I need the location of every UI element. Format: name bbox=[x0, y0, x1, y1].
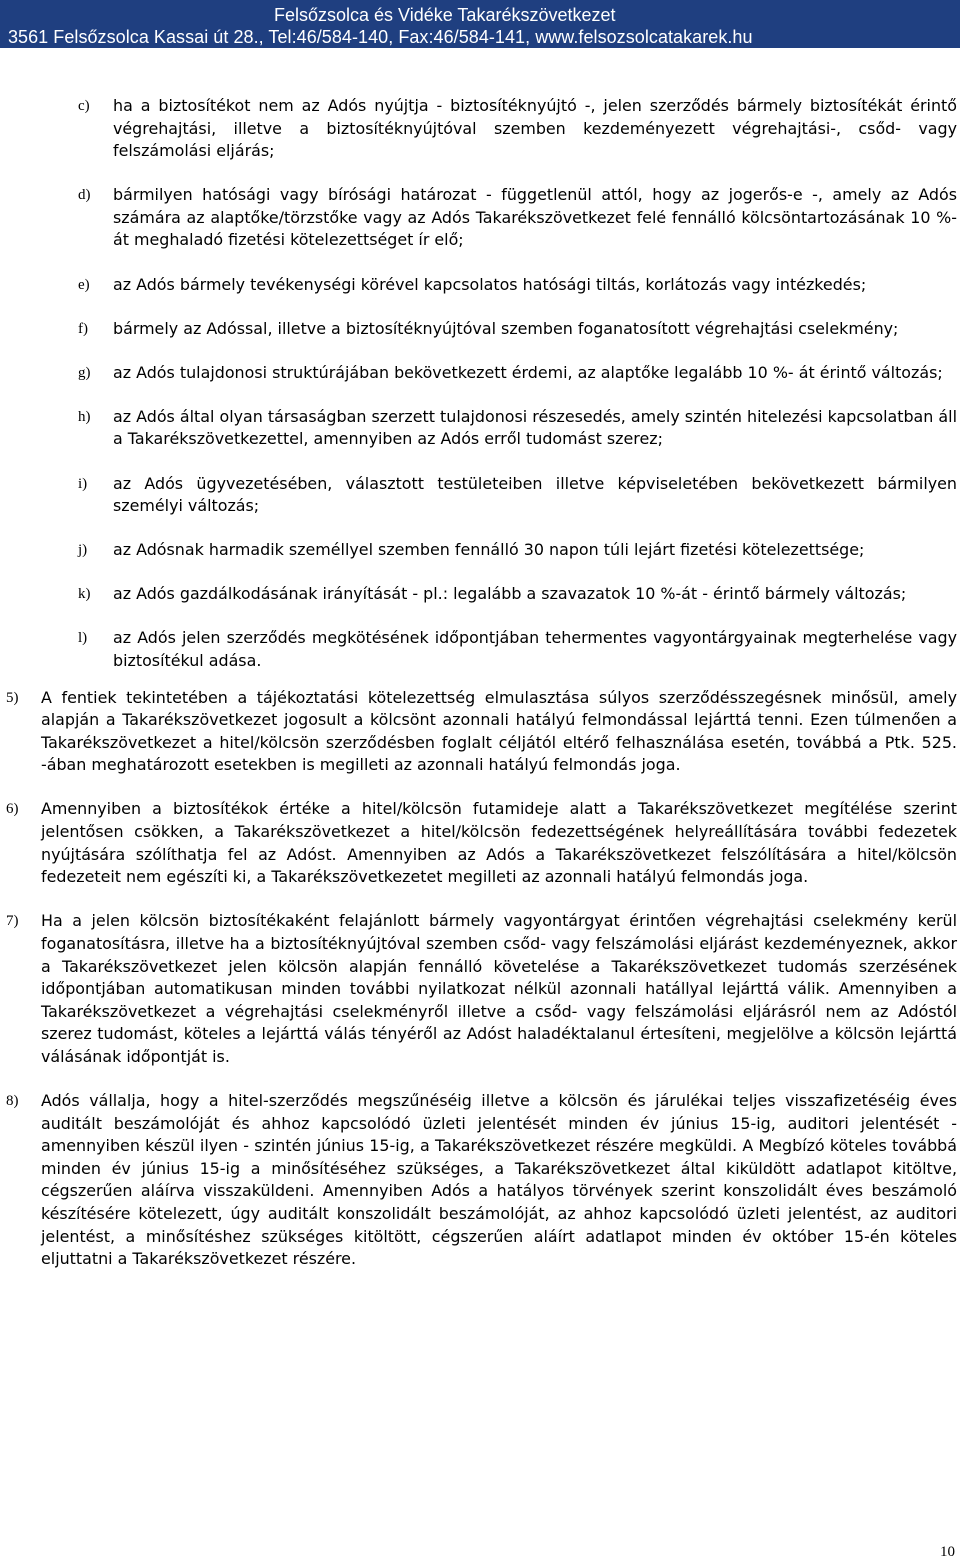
paragraph-text: Amennyiben a biztosítékok értéke a hitel/kölcsön futamideje alatt a Takarékszövetkezet megítélése szerint jelentősen csökken, a Takarékszövetkezet a hitel/kölcsön fedezettségének helyreállítására további fedezetek nyújtására szólíthatja fel az Adóst. Amennyiben az Adós a Takarékszövetkezet felszólítására a hitel/kölcsön fedezeteit nem egészíti ki, a Takarékszövetkezetet megilleti az azonnali hatályú felmondás joga. bbox=[41, 799, 957, 887]
numbered-paragraph bbox=[0, 910, 960, 1068]
list-item bbox=[0, 406, 960, 451]
paragraph-text: A fentiek tekintetében a tájékoztatási kötelezettség elmulasztása súlyos szerződésszegésnek minősül, amely alapján a Takarékszövetkezet jogosult a kölcsönt azonnali hatályú felmondással lejárttá tenni. Ezen túlmenően a Takarékszövetkezet a hitel/kölcsön szerződésben foglalt céljától eltérő felhasználása esetén, továbbá a Ptk. 525. -ában meghatározott esetekben is megilleti az azonnali hatályú felmondás joga. bbox=[41, 687, 957, 775]
list-item-text: az Adós ügyvezetésében, választott testületeiben illetve képviseletében bekövetkezett bármilyen személyi változás; bbox=[113, 473, 957, 516]
page-header bbox=[0, 0, 960, 48]
list-item bbox=[0, 627, 960, 672]
paragraph-number: 7) bbox=[6, 913, 19, 930]
list-item-text: bármilyen hatósági vagy bírósági határozat - függetlenül attól, hogy az jogerős-e -, amely az Adós számára az alaptőke/törzstőke vagy az Adós Takarékszövetkezet felé fennálló kölcsöntartozásának 10 %-át meghaladó fizetési kötelezettséget ír elő; bbox=[113, 185, 957, 250]
list-item bbox=[0, 583, 960, 606]
header-contact: 3561 Felsőzsolca Kassai út 28., Tel:46/584-140, Fax:46/584-141, www.felsozsolcatakarek.hu bbox=[8, 27, 753, 47]
page-number: 10 bbox=[940, 1544, 955, 1560]
list-item bbox=[0, 473, 960, 518]
list-item-text: az Adósnak harmadik személlyel szemben fennálló 30 napon túli lejárt fizetési kötelezettsége; bbox=[113, 540, 865, 560]
list-item bbox=[0, 318, 960, 341]
list-marker: c) bbox=[78, 98, 90, 114]
list-marker: e) bbox=[78, 276, 90, 293]
list-marker: g) bbox=[78, 364, 91, 381]
list-marker: i) bbox=[78, 475, 88, 492]
list-item bbox=[0, 95, 960, 163]
numbered-paragraph bbox=[0, 687, 960, 777]
list-item-text: az Adós bármely tevékenységi körével kapcsolatos hatósági tiltás, korlátozás vagy intézkedés; bbox=[113, 274, 867, 294]
list-item bbox=[0, 184, 960, 252]
list-marker: l) bbox=[78, 630, 88, 647]
list-marker: f) bbox=[78, 320, 88, 337]
list-marker: d) bbox=[78, 187, 91, 204]
list-item-text: ha a biztosítékot nem az Adós nyújtja - biztosítéknyújtó -, jelen szerződés bármely biztosítékát érintő végrehajtási, illetve a biztosítéknyújtóval szemben kezdeményezett végrehajtási-, csőd- vagy felszámolási eljárás; bbox=[113, 96, 957, 161]
list-item-text: az Adós tulajdonosi struktúrájában bekövetkezett érdemi, az alaptőke legalább 10 %- át érintő változás; bbox=[113, 362, 943, 382]
list-item-text: az Adós jelen szerződés megkötésének időpontjában tehermentes vagyontárgyainak megterhelése vagy biztosítékul adása. bbox=[113, 628, 957, 670]
document-body bbox=[0, 95, 960, 1292]
list-item bbox=[0, 362, 960, 385]
list-item-text: az Adós által olyan társaságban szerzett tulajdonosi részesedés, amely szintén hitelezési kapcsolatban áll a Takarékszövetkezettel, amennyiben az Adós erről tudomást szerez; bbox=[113, 406, 957, 449]
paragraph-text: Adós vállalja, hogy a hitel-szerződés megszűnéséig illetve a kölcsön és járulékai teljes visszafizetéséig éves auditált beszámolóját és ahhoz kapcsolódó üzleti jelentését minden év június 15-ig, auditori jelentését - amennyiben készül ilyen - szintén június 15-ig, a Takarékszövetkezet részére megküldi. A Megbízó köteles továbbá minden év június 15-ig a minősítéséhez szükséges, a Takarékszövetkezet által kiküldött adatlapot kitöltve, cégszerűen aláírva visszaküldeni. Amennyiben Adós a hatályos törvények szerint konszolidált éves beszámoló készítésére kötelezett, úgy auditált konszolidált beszámolóját, az ahhoz kapcsolódó üzleti jelentést, az auditori jelentést, a minősítéshez szükséges kitöltött, cégszerűen aláírt adatlapot minden év október 15-én köteles eljuttatni a Takarékszövetkezet részére. bbox=[41, 1091, 957, 1269]
paragraph-number: 6) bbox=[6, 801, 19, 818]
numbered-paragraph bbox=[0, 798, 960, 888]
paragraph-number: 5) bbox=[6, 689, 19, 706]
list-marker: h) bbox=[78, 408, 91, 425]
list-item bbox=[0, 274, 960, 297]
list-marker: k) bbox=[78, 586, 91, 603]
numbered-paragraph bbox=[0, 1090, 960, 1271]
list-item bbox=[0, 539, 960, 562]
paragraph-number: 8) bbox=[6, 1093, 19, 1109]
list-marker: j) bbox=[78, 542, 88, 559]
list-item-text: bármely az Adóssal, illetve a biztosítéknyújtóval szemben foganatosított végrehajtási cselekmény; bbox=[113, 318, 899, 338]
list-item-text: az Adós gazdálkodásának irányítását - pl.: legalább a szavazatok 10 %-át - érintő bármely változás; bbox=[113, 584, 907, 604]
header-title: Felsőzsolca és Vidéke Takarékszövetkezet bbox=[274, 5, 616, 25]
paragraph-text: Ha a jelen kölcsön biztosítékaként felajánlott bármely vagyontárgyat érintően végrehajtási cselekmény kerül foganatosításra, illetve ha a biztosítéknyújtóval szemben csőd- vagy felszámolási eljárást kezdeményeznek, akkor a Takarékszövetkezet jelen kölcsön alapján fennálló követelése a Takarékszövetkezet tudomás szerzésének időpontjában automatikusan minden további nyilatkozat nélkül azonnali hatállyal lejárttá válik. Amennyiben a Takarékszövetkezet a végrehajtási cselekményről illetve a csőd- vagy felszámolási eljárásról nem az Adóstól szerez tudomást, köteles a lejárttá válás tényéről az Adóst haladéktalanul értesíteni, megjelölve a kölcsön lejárttá válásának időpontját is. bbox=[41, 911, 957, 1066]
